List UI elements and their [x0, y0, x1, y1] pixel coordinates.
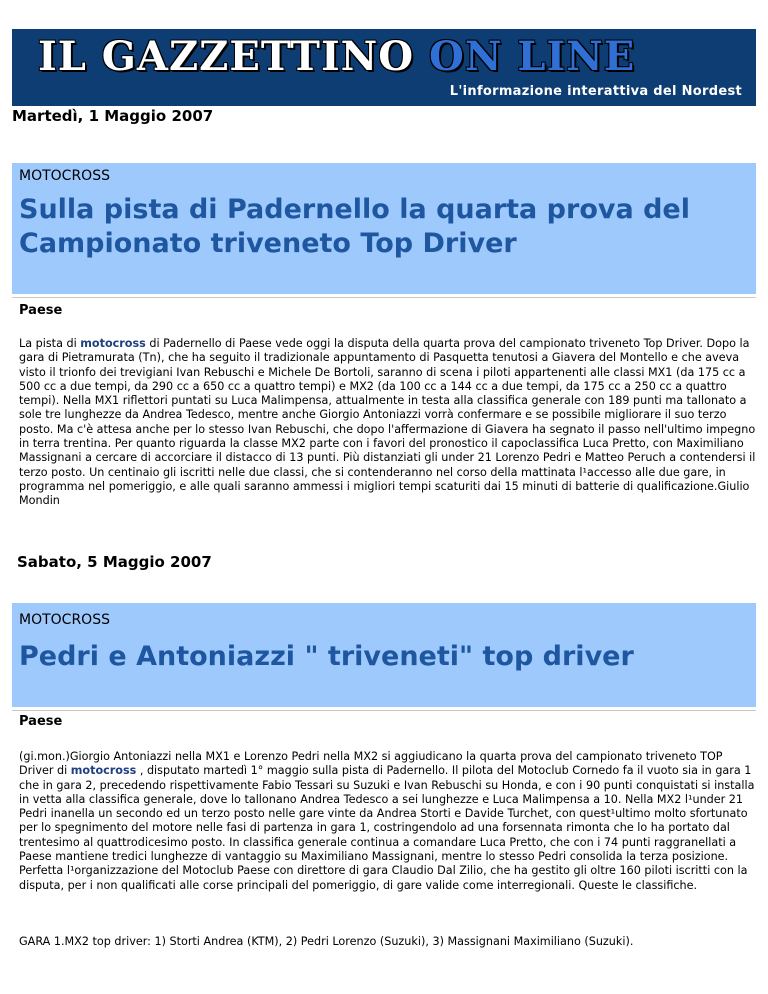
masthead-logo: [12, 29, 756, 106]
article-date: Sabato, 5 Maggio 2007: [17, 553, 212, 571]
motocross-link[interactable]: motocross: [70, 764, 137, 778]
article-place: Paese: [19, 714, 63, 729]
article-date: Martedì, 1 Maggio 2007: [12, 107, 214, 125]
section-label: MOTOCROSS: [19, 612, 110, 628]
results-paragraph: GARA 1.MX2 top driver: 1) Storti Andrea (KTM), 2) Pedri Lorenzo (Suzuki), 3) Massignani Maximiliano (Suzuki).: [19, 935, 634, 948]
article-body-text: La pista di: [19, 337, 81, 350]
article-body-text: di Padernello di Paese vede oggi la disputa della quarta prova del campionato triveneto Top Driver. Dopo la gara di Pietramurata (Tn), che ha seguito il tradizionale appuntamento di Pasquetta tenutosi a Giavera del Montello e che aveva visto il trionfo dei trevigiani Ivan Rebuschi e Michele De Bortoli, saranno di scena i piloti appartenenti alle classi MX1 (da 175 cc a 500 cc a due tempi, da 290 cc a 650 cc a quattro tempi) e MX2 (da 100 cc a 144 cc a due tempi, da 175 cc a 250 cc a quattro tempi). Nella MX1 riflettori puntati su Luca Malimpensa, attualmente in testa alla classifica generale con 189 punti ma tallonato a sole tre lunghezze da Andrea Tedesco, mentre anche Giorgio Antoniazzi vorrà confermare e se possibile migliorare il suo terzo posto. Ma c'è attesa anche per lo stesso Ivan Rebuschi, che dopo l'affermazione di Giavera ha segnato il passo nell'ultimo impegno in terra trentina. Per quanto riguarda la classe MX2 parte con i favori del pronostico il capoclassifica Luca Pretto, con Maximiliano Massignani a cercare di accorciare il distacco di 13 punti. Più distanziati gli under 21 Lorenzo Pedri e Matteo Peruch a contendersi il terzo posto. Un centinaio gli iscritti nelle due classi, che si contenderanno nel corso della mattinata l¹accesso alle due gare, in programma nel pomeriggio, e alle quali saranno ammessi i migliori tempi scaturiti dai 15 minuti di batterie di qualificazione.Giulio Mondin: [19, 337, 756, 508]
divider: [12, 710, 756, 711]
article-body-text: (gi.mon.)Giorgio Antoniazzi nella MX1 e Lorenzo Pedri nella MX2 si aggiudicano la quarta prova del campionato triveneto TOP Driver di: [19, 750, 723, 778]
divider: [12, 297, 756, 298]
article-body: [19, 337, 759, 509]
masthead-title: [38, 34, 635, 80]
article-header: [12, 163, 756, 294]
article-headline: Pedri e Antoniazzi " triveneti" top driver: [19, 641, 634, 672]
article-body-text: , disputato martedì 1° maggio sulla pista di Padernello. Il pilota del Motoclub Cornedo fa il vuoto sia in gara 1 che in gara 2, precedendo rispettivamente Fabio Tessari su Suzuki e Ivan Rebuschi su Honda, e con i 90 punti conquistati si installa in vetta alla classifica generale, dove lo tallonano Andrea Tedesco a sei lunghezze e Luca Malimpensa a 10. Nella MX2 l¹under 21 Pedri inanella un secondo ed un terzo posto nelle gare vinte da Andrea Storti e Davide Turchet, con quest¹ultimo molto sfortunato per lo spegnimento del motore nelle fasi di partenza in gara 1, costringendolo ad una forsennata rimonta che lo ha portato dal trentesimo al quattrodicesimo posto. In classifica generale continua a comandare Luca Pretto, che con i 74 punti raggranellati a Paese mantiene tredici lunghezze di vantaggio su Maximiliano Massignani, mentre lo stesso Pedri consolida la terza posizione. Perfetta l¹organizzazione del Motoclub Paese con direttore di gara Claudio Dal Zilio, che ha gestito gli oltre 160 piloti iscritti con la disputa, per i non qualificati alle corse principali del pomeriggio, di gare valide come interregionali. Queste le classifiche.: [19, 764, 755, 892]
article-place: Paese: [19, 303, 63, 318]
motocross-link[interactable]: motocross: [80, 337, 146, 350]
article-headline: Sulla pista di Padernello la quarta prova del Campionato triveneto Top Driver: [19, 194, 690, 259]
article-header: [12, 603, 756, 707]
masthead-title-part2: ON LINE: [429, 33, 636, 80]
section-label: MOTOCROSS: [19, 168, 110, 184]
article-body: [19, 750, 759, 893]
masthead-tagline: L'informazione interattiva del Nordest: [449, 84, 742, 99]
masthead-title-part1: IL GAZZETTINO: [38, 33, 415, 80]
